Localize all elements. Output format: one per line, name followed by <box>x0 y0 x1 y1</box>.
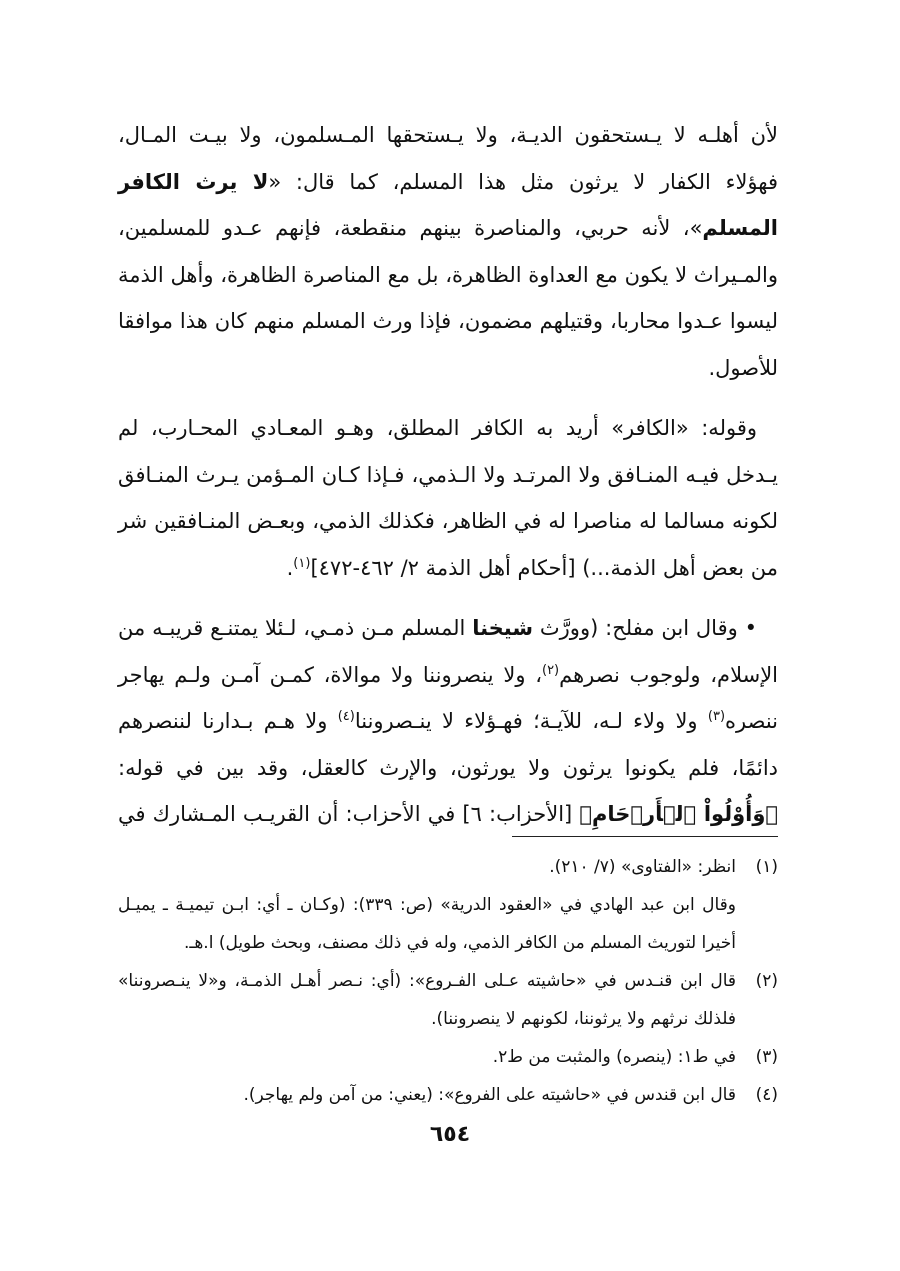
page-number: ٦٥٤ <box>429 1122 471 1147</box>
paragraph-1 <box>118 112 778 391</box>
footnote-1-continuation: وقال ابن عبد الهادي في «العقود الدرية» (ص: ٣٣٩): (وكـان ـ أي: ابـن تيميـة ـ يميـل أخيرا لتوريث المسلم من الكافر الذمي، وله في ذلك مصنف، وبحث طويل) ا.هـ. <box>118 895 736 953</box>
footnote-4-text: قال ابن قندس في «حاشيته على الفروع»: (يعني: من آمن ولم يهاجر). <box>243 1085 736 1105</box>
footnote-2-text: قال ابن قنـدس في «حاشيته عـلى الفـروع»: (أي: نـصر أهـل الذمـة، و«لا ينـصروننا» فلذلك نرثهم ولا يرثوننا، لكونهم لا ينصروننا). <box>118 971 736 1029</box>
paragraph-3-text-a: • وقال ابن مفلح: (وورَّث <box>533 616 757 640</box>
footnote-separator <box>512 836 778 837</box>
footnote-ref-1: (١) <box>293 555 311 571</box>
paragraph-1-rest: »، لأنه حربي، والمناصرة بينهم منقطعة، فإنهم عـدو للمسلمين، والمـيراث لا يكون مع العداوة الظاهرة، بل مع المناصرة الظاهرة، وأهل الذمة ليسوا عـدوا محاربا، وقتيلهم مضمون، فإذا ورث المسلم منهم كان هذا موافقا للأصول. <box>118 216 778 380</box>
footnote-3 <box>118 1038 778 1076</box>
paragraph-3-text-b: المسلم مـن ذمـي، لـئلا يمتنـع قريبـه من الإسلام، ولوجوب نصرهم <box>118 616 779 687</box>
quran-verse: ﴿وَأُوْلُواْ ٱلۡأَرۡحَامِ﴾ <box>579 802 778 826</box>
paragraph-3-text-c: ، ولا ينصروننا ولا موالاة، كمـن آمـن ولـم يهاجر ننصره <box>118 662 779 733</box>
footnote-3-number: (٣) <box>755 1047 778 1067</box>
paragraph-3-text-d: ولا ولاء لـه، للآيـة؛ فهـؤلاء لا ينـصروننا <box>354 709 708 733</box>
paragraph-3-text-e: ولا هـم بـدارنا لننصرهم دائمًا، فلم يكونوا يرثون ولا يورثون، والإرث كالعقل، وقد بين في قوله: <box>118 709 778 780</box>
main-text <box>118 112 778 838</box>
footnotes <box>118 848 778 1114</box>
paragraph-3 <box>118 605 778 838</box>
footnote-ref-2: (٢) <box>541 662 560 678</box>
hadith-quote: لا يرث الكافر المسلم <box>118 169 778 240</box>
footnote-4 <box>118 1076 778 1114</box>
footnote-2-number: (٢) <box>755 971 778 991</box>
paragraph-3-text-f: [الأحزاب: ٦] في الأحزاب: أن القريـب المـشارك في <box>118 802 580 826</box>
shaykh-name: شيخنا <box>472 616 534 640</box>
paragraph-1-text: لأن أهلـه لا يـستحقون الديـة، ولا يـستحقها المـسلمون، ولا بيـت المـال، فهؤلاء الكفار لا يرثون مثل هذا المسلم، كما قال: « <box>118 123 778 194</box>
footnote-1-text: انظر: «الفتاوى» (٧/ ٢١٠). <box>549 857 736 877</box>
footnote-ref-4: (٤) <box>337 709 355 724</box>
paragraph-2 <box>118 405 778 591</box>
footnote-4-number: (٤) <box>755 1085 778 1105</box>
paragraph-2-end: . <box>286 555 294 580</box>
footnote-2 <box>118 962 778 1038</box>
footnote-1 <box>118 848 778 886</box>
paragraph-2-text: وقوله: «الكافر» أريد به الكافر المطلق، وهـو المعـادي المحـارب، لم يـدخل فيـه المنـافق ولا المرتـد ولا الـذمي، فـإذا كـان المـؤمن يـرث المنـافق لكونه مسالما له مناصرا له في الظاهر، فكذلك الذمي، وبعـض المنـافقين شر من بعض أهل الذمة...) [أحكام أهل الذمة ٢/ ٤٦٢-٤٧٢] <box>118 416 778 580</box>
footnote-1-number: (١) <box>755 857 778 877</box>
footnote-3-text: في ط١: (ينصره) والمثبت من ط٢. <box>492 1047 736 1067</box>
footnote-ref-3: (٣) <box>707 709 726 724</box>
